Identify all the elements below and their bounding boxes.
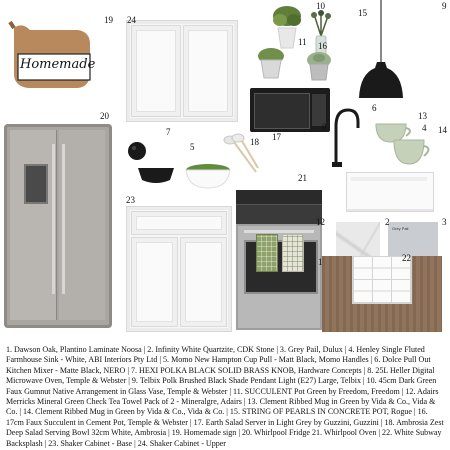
label-1: 1 [318,257,323,267]
shaker-cabinet-base [126,206,232,332]
shaker-cabinet-upper [126,20,238,122]
sign-text: Homemade [20,57,96,72]
label-6: 6 [372,103,377,113]
cup-pull [136,164,176,184]
subway-backsplash [352,253,412,304]
label-7: 7 [166,127,171,137]
label-13: 13 [418,111,427,121]
label-21: 21 [298,173,307,183]
label-24: 24 [127,15,136,25]
fridge [4,124,112,328]
label-19: 19 [104,15,113,25]
cutting-board-icon [8,20,94,92]
label-8: 8 [322,122,327,132]
label-15: 15 [358,8,367,18]
label-17: 17 [272,132,281,142]
oven [236,190,322,330]
tea-towel-1 [256,234,278,272]
label-10: 10 [316,1,325,11]
tea-towel-2 [282,234,304,272]
label-23: 23 [126,195,135,205]
homemade-sign [8,20,94,92]
label-12: 12 [316,217,325,227]
label-16: 16 [318,41,327,51]
label-9: 9 [442,1,447,11]
farmhouse-sink [346,172,434,212]
label-3: 3 [442,217,447,227]
paint-swatch-label: Grey Pail [392,226,409,231]
label-5: 5 [190,142,195,152]
label-18: 18 [250,137,259,147]
label-11: 11 [298,37,307,47]
microwave [250,88,330,132]
label-2: 2 [385,217,390,227]
faux-succulent-pot [304,50,334,82]
label-22: 22 [402,253,411,263]
product-legend: 1. Dawson Oak, Plantino Laminate Noosa | 2. Infinity White Quartzite, CDK Stone | 3. Grey Pail, Dulux | 4. Henley Single Fluted Farmhouse Sink - White, ABI Interiors Pty Ltd | 5. Momo New Hampton Cup Pull - Matt Black, Momo Handles | 6. Dolce Pull Out Kitchen Mixer - Matte Black, NERO | 7. HEXI POLKA BLACK SOLID BRASS KNOB, Hardware Concepts | 8. 25L Heller Digital Microwave Oven, Temple & Webster | 9. Telbix Polk Brushed Black Shade Pendant Light (E27) Large, Telbix | 10. 45cm Dark Green Faux Gumnut Native Arrangement in Glass Vase, Temple & Webster | 11. SUCCULENT Pot Green by Freedom, Freedom | 12. Adairs Merricks Mineral Green Check Tea Towel Pack of 2 - Mineralgre, Adairs | 13. Clement Ribbed Mug in Green by Vida & Co., Vida & Co. | 14. Clement Ribbed Mug in Green by Vida & Co., Vida & Co. | 15. STRING OF PEARLS IN CONCRETE POT, Rogue | 16. 17cm Faux Succulent in Cement Pot, Temple & Webster | 17. Earth Salad Server in Light Grey by Guzzini, Guzzini | 18. Ambrosia Zest Deep Salad Serving Bowl 32cm White, Ambrosia | 19. Homemade sign | 20. Whirlpool Fridge 21. Whirlpool Oven | 22. White Subway Backsplash | 23. Shaker Cabinet - Base | 24. Shaker Cabinet - Upper [6,345,444,448]
string-of-pearls-pot [256,46,286,80]
ribbed-mug-2 [392,138,434,166]
pull-out-mixer [326,104,362,168]
label-14: 14 [438,125,447,135]
label-4: 4 [422,123,427,133]
label-20: 20 [100,111,109,121]
hexi-polka-knob [126,140,148,162]
